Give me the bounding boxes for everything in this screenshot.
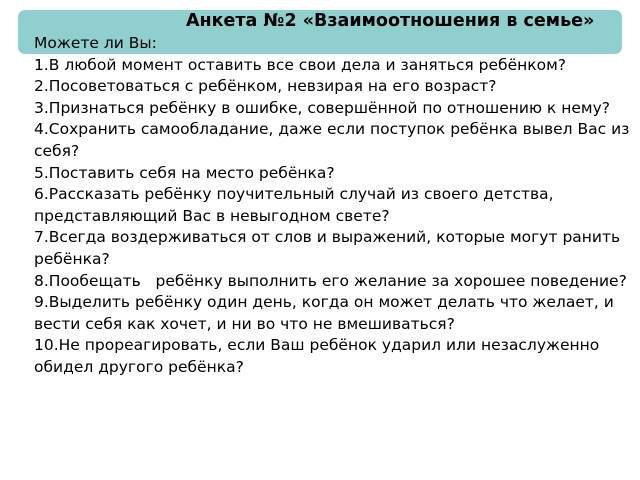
item-number: 6. [34,185,49,204]
item-text: Рассказать ребёнку поучительный случай из своего детства, представляющий Вас в невыгодном свете? [34,185,559,225]
item-text: Признаться ребёнку в ошибке, совершённой по отношению к нему? [48,98,610,117]
list-item [34,227,634,270]
item-number: 8. [34,271,49,290]
item-number: 5. [34,163,49,182]
list-item [34,119,634,162]
item-number: 1. [34,55,49,74]
page-title: Анкета №2 «Взаимоотношения в семье» [186,11,595,31]
item-text: Всегда воздерживаться от слов и выражений, которые могут ранить ребёнка? [34,228,626,268]
item-number: 9. [34,293,49,312]
list-item [34,76,634,98]
item-number: 10. [34,336,59,355]
list-item [34,55,634,77]
item-number: 2. [34,77,49,96]
item-number: 7. [34,228,49,247]
item-number: 4. [34,120,49,139]
item-text: Выделить ребёнку один день, когда он может делать что желает, и вести себя как хочет, и ни во что не вмешиваться? [34,293,619,333]
list-item [34,184,634,227]
item-text: Поставить себя на место ребёнка? [48,163,335,182]
list-item [34,271,634,293]
list-item [34,98,634,120]
item-text: В любой момент оставить все свои дела и заняться ребёнком? [48,55,567,74]
item-text: Посоветоваться с ребёнком, невзирая на его возраст? [48,77,497,96]
item-text: Сохранить самообладание, даже если поступок ребёнка вывел Вас из себя? [34,120,635,160]
questionnaire-body [34,9,634,379]
item-text: Пообещать ребёнку выполнить его желание за хорошее поведение? [48,271,627,290]
list-item [34,335,634,378]
list-item [34,163,634,185]
item-text: Не прореагировать, если Ваш ребёнок ударил или незаслуженно обидел другого ребёнка? [34,336,605,376]
intro-text: Можете ли Вы: [34,34,157,52]
item-number: 3. [34,98,49,117]
list-item [34,292,634,335]
